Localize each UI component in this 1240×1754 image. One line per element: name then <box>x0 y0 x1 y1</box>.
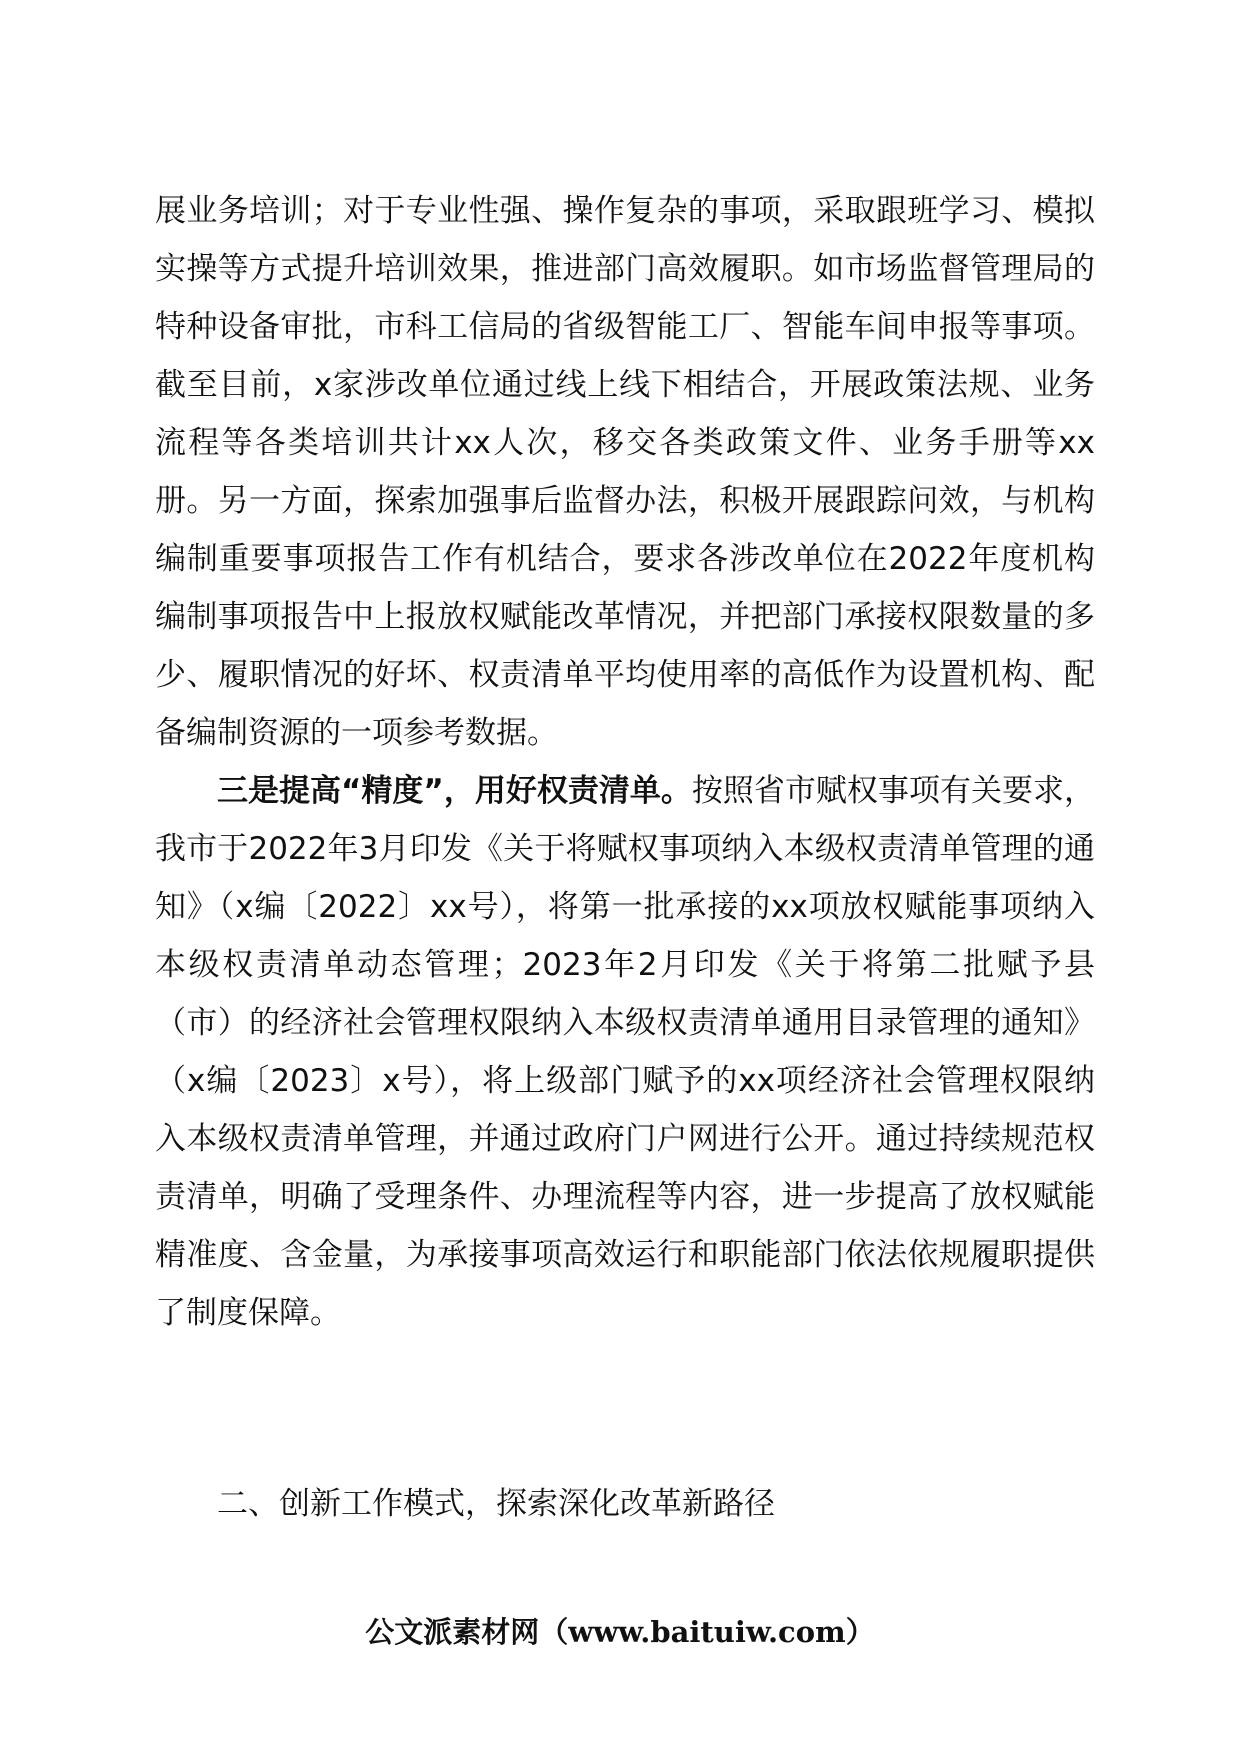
paragraph-2-text: 按照省市赋权事项有关要求，我市于2022年3月印发《关于将赋权事项纳入本级权责清单管理的通知》（x编〔2022〕xx号），将第一批承接的xx项放权赋能事项纳入本级权责清单动态管理；2023年2月印发《关于将第二批赋予县（市）的经济社会管理权限纳入本级权责清单通用目录管理的通知》（x编〔2023〕x号），将上级部门赋予的xx项经济社会管理权限纳入本级权责清单管理，并通过政府门户网进行公开。通过持续规范权责清单，明确了受理条件、办理流程等内容，进一步提高了放权赋能精准度、含金量，为承接事项高效运行和职能部门依法依规履职提供了制度保障。 <box>155 773 1095 1331</box>
paragraph-2-lead: 三是提高“精度”，用好权责清单。 <box>217 773 692 809</box>
section-heading: 二、创新工作模式，探索深化改革新路径 <box>217 1486 775 1522</box>
paragraph-continued <box>155 182 1095 762</box>
footer-watermark: 公文派素材网（www.baituiw.com） <box>365 1615 875 1649</box>
document-body <box>155 182 1095 1342</box>
paragraph-precision <box>155 762 1095 1342</box>
paragraph-1-text: 展业务培训；对于专业性强、操作复杂的事项，采取跟班学习、模拟实操等方式提升培训效果，推进部门高效履职。如市场监督管理局的特种设备审批，市科工信局的省级智能工厂、智能车间申报等事项。截至目前，x家涉改单位通过线上线下相结合，开展政策法规、业务流程等各类培训共计xx人次，移交各类政策文件、业务手册等xx册。另一方面，探索加强事后监督办法，积极开展跟踪问效，与机构编制重要事项报告工作有机结合，要求各涉改单位在2022年度机构编制事项报告中上报放权赋能改革情况，并把部门承接权限数量的多少、履职情况的好坏、权责清单平均使用率的高低作为设置机构、配备编制资源的一项参考数据。 <box>155 193 1095 751</box>
